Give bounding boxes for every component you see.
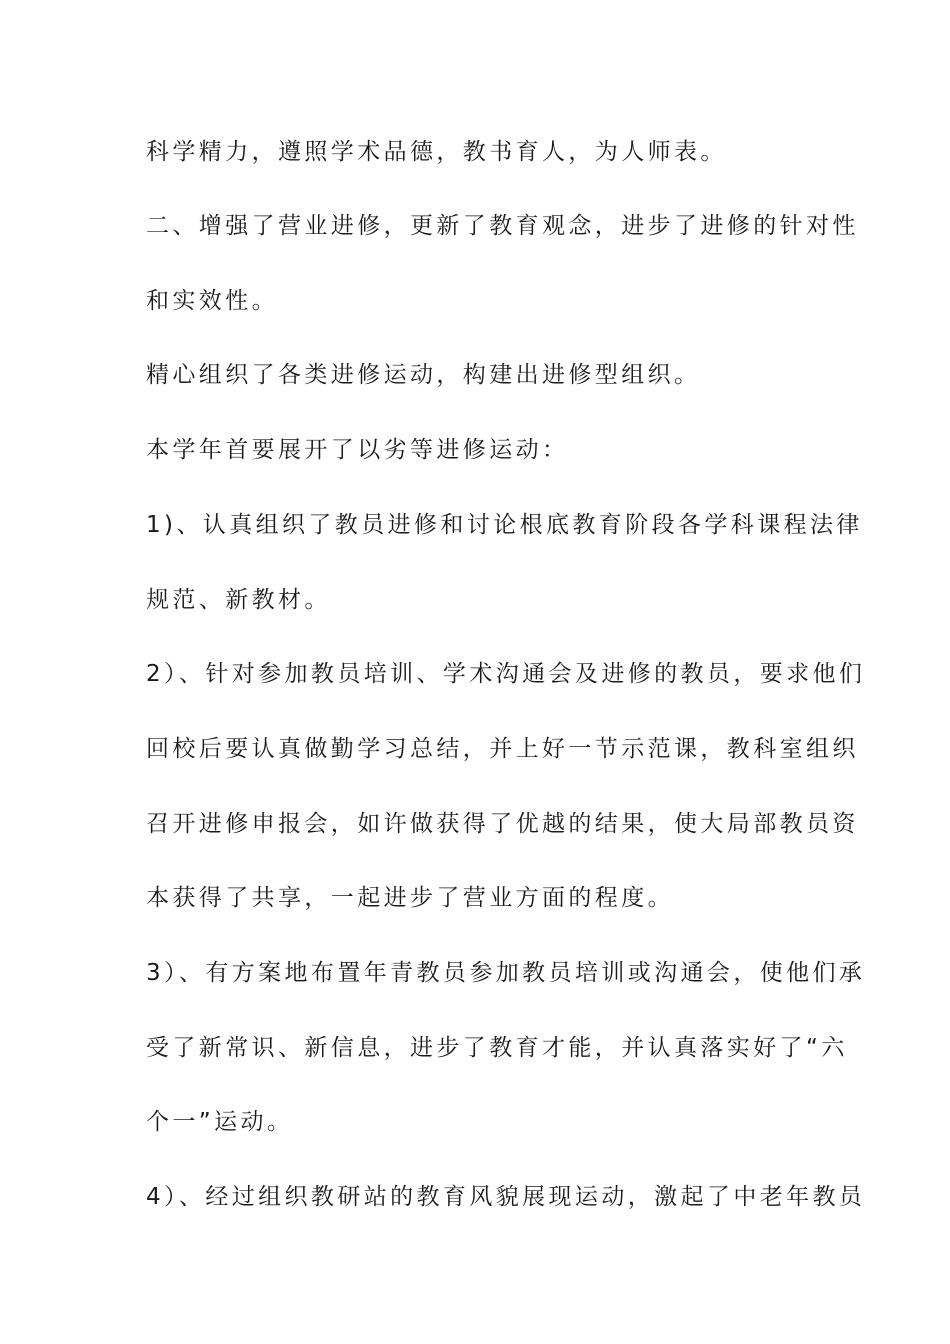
text-line-15: 4）、经过组织教研站的教育风貌展现运动，激起了中老年教员 bbox=[146, 1184, 866, 1210]
text-line-9: 回校后要认真做勤学习总结，并上好一节示范课，教科室组织 bbox=[146, 736, 859, 762]
text-line-4: 精心组织了各类进修运动，构建出进修型组织。 bbox=[146, 362, 701, 388]
text-line-13: 受了新常识、新信息，进步了教育才能，并认真落实好了“六 bbox=[146, 1035, 848, 1061]
text-line-11: 本获得了共享，一起进步了营业方面的程度。 bbox=[146, 885, 674, 911]
text-line-3: 和实效性。 bbox=[146, 288, 278, 314]
text-line-10: 召开进修申报会，如许做获得了优越的结果，使大局部教员资 bbox=[146, 811, 859, 837]
text-line-5: 本学年首要展开了以劣等进修运动： bbox=[146, 437, 569, 463]
text-line-12: 3）、有方案地布置年青教员参加教员培训或沟通会，使他们承 bbox=[146, 960, 866, 986]
text-line-2: 二、增强了营业进修，更新了教育观念，进步了进修的针对性 bbox=[146, 213, 859, 239]
text-line-8: 2）、针对参加教员培训、学术沟通会及进修的教员，要求他们 bbox=[146, 661, 866, 687]
text-line-1: 科学精力，遵照学术品德，教书育人，为人师表。 bbox=[146, 139, 727, 165]
text-line-6: 1)、认真组织了教员进修和讨论根底教育阶段各学科课程法律 bbox=[146, 512, 863, 538]
text-line-7: 规范、新教材。 bbox=[146, 587, 331, 613]
text-line-14: 个一”运动。 bbox=[146, 1109, 294, 1135]
